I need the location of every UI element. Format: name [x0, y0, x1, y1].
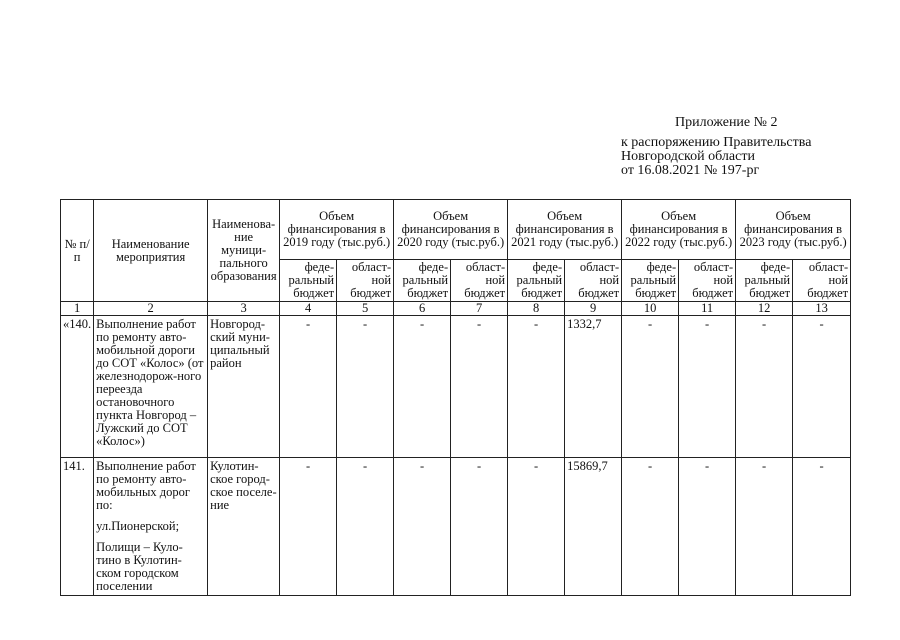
column-number: 5 [337, 302, 394, 316]
col-header-2020: Объем финансирования в 2020 году (тыс.руб.) [394, 200, 508, 260]
col-header-number: № п/п [61, 200, 94, 302]
row-number: «140. [61, 316, 94, 458]
value-cell: - [793, 458, 851, 596]
col-header-federal: феде-ральный бюджет [394, 260, 451, 302]
column-number: 12 [736, 302, 793, 316]
value-cell: - [280, 458, 337, 596]
column-number: 1 [61, 302, 94, 316]
column-number: 13 [793, 302, 851, 316]
value-cell: - [337, 316, 394, 458]
col-header-2021: Объем финансирования в 2021 году (тыс.руб.) [508, 200, 622, 260]
column-number: 10 [622, 302, 679, 316]
col-header-regional: област-ной бюджет [565, 260, 622, 302]
value-cell: - [736, 316, 793, 458]
appendix-number: Приложение № 2 [675, 115, 778, 130]
col-header-regional: област-ной бюджет [793, 260, 851, 302]
value-cell: - [337, 458, 394, 596]
value-cell: - [679, 316, 736, 458]
value-cell: - [793, 316, 851, 458]
row-activity-road: Полищи – Куло-тино в Кулотин-ском городском поселении [96, 540, 183, 593]
column-number: 4 [280, 302, 337, 316]
table-row [61, 316, 851, 458]
col-header-federal: феде-ральный бюджет [280, 260, 337, 302]
col-header-regional: област-ной бюджет [337, 260, 394, 302]
col-header-2019: Объем финансирования в 2019 году (тыс.руб.) [280, 200, 394, 260]
column-number-row [61, 302, 851, 316]
row-number: 141. [61, 458, 94, 596]
value-cell: - [394, 458, 451, 596]
col-header-federal: феде-ральный бюджет [508, 260, 565, 302]
value-cell: - [679, 458, 736, 596]
column-number: 7 [451, 302, 508, 316]
decree-date: от 16.08.2021 № 197-рг [621, 163, 760, 178]
row-municipality: Новгород-ский муни-ципальный район [208, 316, 280, 458]
decree-line-1: к распоряжению Правительства [621, 135, 812, 150]
row-activity-title: Выполнение работ по ремонту авто-мобильных дорог по: [96, 459, 196, 512]
value-cell: - [280, 316, 337, 458]
column-number: 11 [679, 302, 736, 316]
col-header-2023: Объем финансирования в 2023 году (тыс.руб.) [736, 200, 851, 260]
column-number: 3 [208, 302, 280, 316]
value-cell: - [394, 316, 451, 458]
value-cell: - [508, 458, 565, 596]
value-cell: - [622, 316, 679, 458]
col-header-federal: феде-ральный бюджет [736, 260, 793, 302]
col-header-2022: Объем финансирования в 2022 году (тыс.руб.) [622, 200, 736, 260]
row-municipality: Кулотин-ское город-ское поселе-ние [208, 458, 280, 596]
col-header-municipality: Наименова-ние муници-пального образования [208, 200, 280, 302]
column-number: 6 [394, 302, 451, 316]
col-header-federal: феде-ральный бюджет [622, 260, 679, 302]
decree-line-2: Новгородской области [621, 149, 755, 164]
column-number: 2 [94, 302, 208, 316]
value-cell: - [508, 316, 565, 458]
col-header-name: Наименование мероприятия [94, 200, 208, 302]
col-header-regional: област-ной бюджет [679, 260, 736, 302]
value-cell: - [451, 316, 508, 458]
value-cell: - [736, 458, 793, 596]
value-cell: - [451, 458, 508, 596]
column-number: 9 [565, 302, 622, 316]
value-cell: 1332,7 [565, 316, 622, 458]
value-cell: - [622, 458, 679, 596]
financing-table [60, 199, 851, 596]
row-activity-name [94, 458, 208, 596]
value-cell: 15869,7 [565, 458, 622, 596]
col-header-regional: област-ной бюджет [451, 260, 508, 302]
column-number: 8 [508, 302, 565, 316]
row-activity-name: Выполнение работ по ремонту авто-мобильной дороги до СОТ «Колос» (от железнодорож-ного переезда остановочного пункта Новгород – Лужский до СОТ «Колос») [94, 316, 208, 458]
table-row [61, 458, 851, 596]
row-activity-street: ул.Пионерской; [96, 519, 180, 533]
header-row-years [61, 200, 851, 260]
